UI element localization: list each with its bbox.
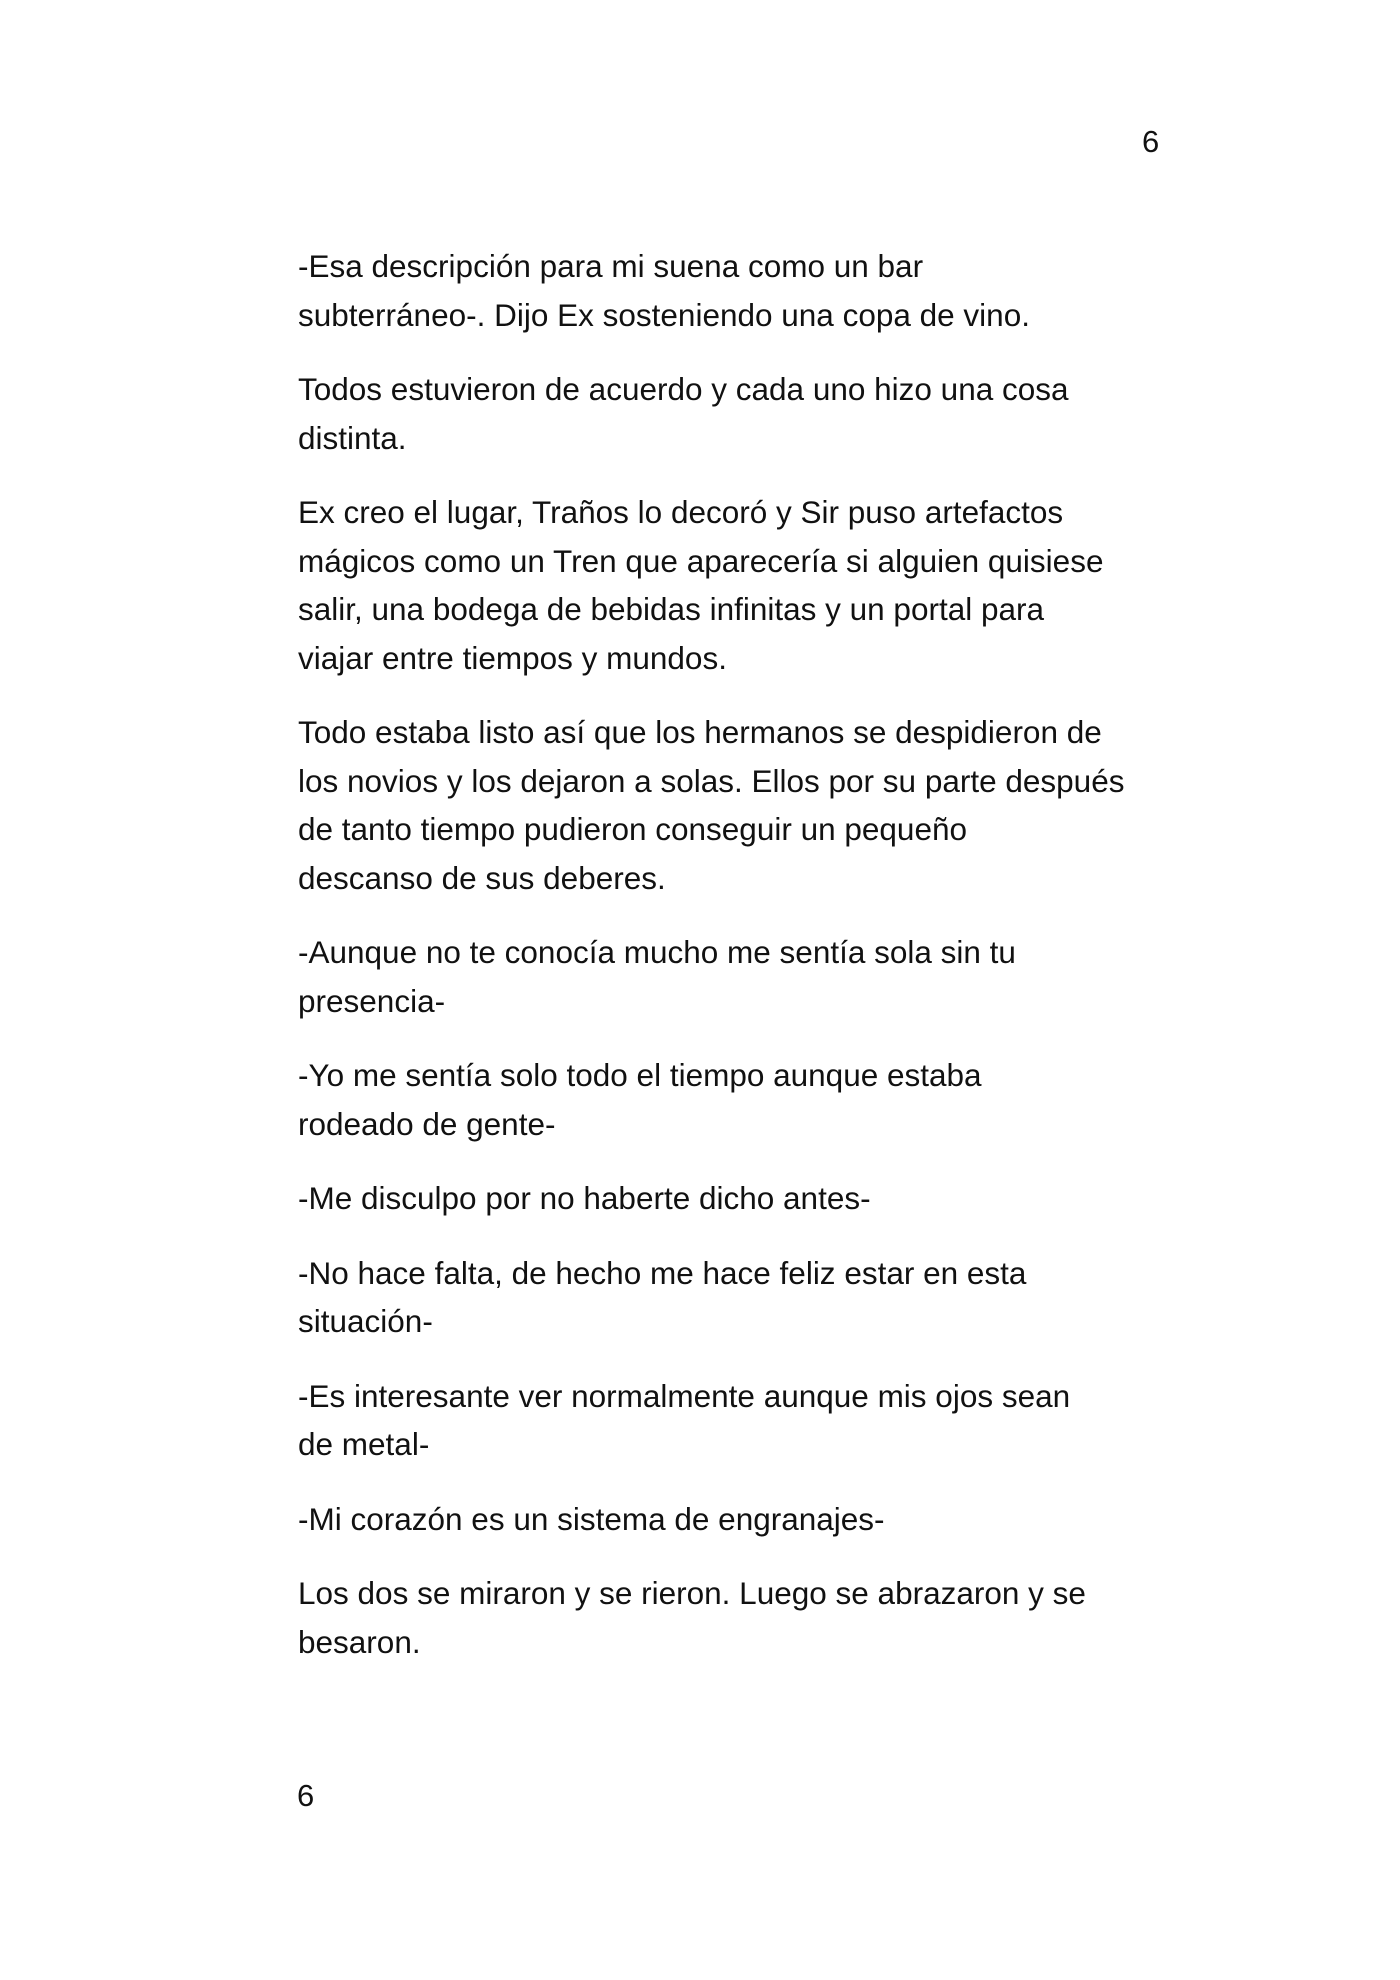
text-line: besaron. bbox=[298, 1623, 421, 1660]
text-line: descanso de sus deberes. bbox=[298, 859, 666, 896]
paragraph bbox=[298, 1249, 1168, 1346]
paragraph bbox=[298, 1051, 1168, 1148]
text-line: Ex creo el lugar, Traños lo decoró y Sir puso artefactos bbox=[298, 494, 1064, 530]
paragraph bbox=[298, 1569, 1168, 1666]
text-line: salir, una bodega de bebidas infinitas y un portal para bbox=[298, 591, 1045, 627]
text-line: viajar entre tiempos y mundos. bbox=[298, 639, 727, 676]
paragraph bbox=[298, 1372, 1168, 1469]
text-line: presencia- bbox=[298, 982, 446, 1019]
paragraph bbox=[298, 242, 1168, 339]
text-line: distinta. bbox=[298, 419, 407, 456]
text-line: de tanto tiempo pudieron conseguir un pequeño bbox=[298, 811, 968, 847]
text-line: Todo estaba listo así que los hermanos se despidieron de bbox=[298, 714, 1102, 750]
text-line: mágicos como un Tren que aparecería si alguien quisiese bbox=[298, 542, 1104, 579]
text-line: Todos estuvieron de acuerdo y cada uno hizo una cosa bbox=[298, 371, 1069, 407]
text-line: Los dos se miraron y se rieron. Luego se abrazaron y se bbox=[298, 1575, 1086, 1611]
text-line: -Mi corazón es un sistema de engranajes- bbox=[298, 1500, 885, 1537]
text-line: -Yo me sentía solo todo el tiempo aunque estaba bbox=[298, 1057, 982, 1093]
page-number-bottom: 6 bbox=[297, 1778, 315, 1813]
text-line: de metal- bbox=[298, 1426, 430, 1462]
page-number-top: 6 bbox=[1142, 124, 1160, 159]
document-body bbox=[298, 242, 1168, 1692]
text-line: subterráneo-. Dijo Ex sosteniendo una copa de vino. bbox=[298, 296, 1030, 333]
text-line: -Es interesante ver normalmente aunque mis ojos sean bbox=[298, 1377, 1071, 1414]
paragraph bbox=[298, 365, 1168, 462]
paragraph bbox=[298, 928, 1168, 1025]
text-line: rodeado de gente- bbox=[298, 1105, 556, 1142]
paragraph bbox=[298, 708, 1168, 902]
paragraph bbox=[298, 1495, 1168, 1544]
text-line: los novios y los dejaron a solas. Ellos por su parte después bbox=[298, 762, 1125, 799]
text-line: -No hace falta, de hecho me hace feliz estar en esta bbox=[298, 1254, 1027, 1291]
text-line: -Me disculpo por no haberte dicho antes- bbox=[298, 1180, 871, 1216]
text-line: situación- bbox=[298, 1303, 433, 1339]
paragraph bbox=[298, 1174, 1168, 1223]
text-line: -Aunque no te conocía mucho me sentía sola sin tu bbox=[298, 934, 1016, 970]
text-line: -Esa descripción para mi suena como un bar bbox=[298, 248, 924, 284]
paragraph bbox=[298, 488, 1168, 682]
